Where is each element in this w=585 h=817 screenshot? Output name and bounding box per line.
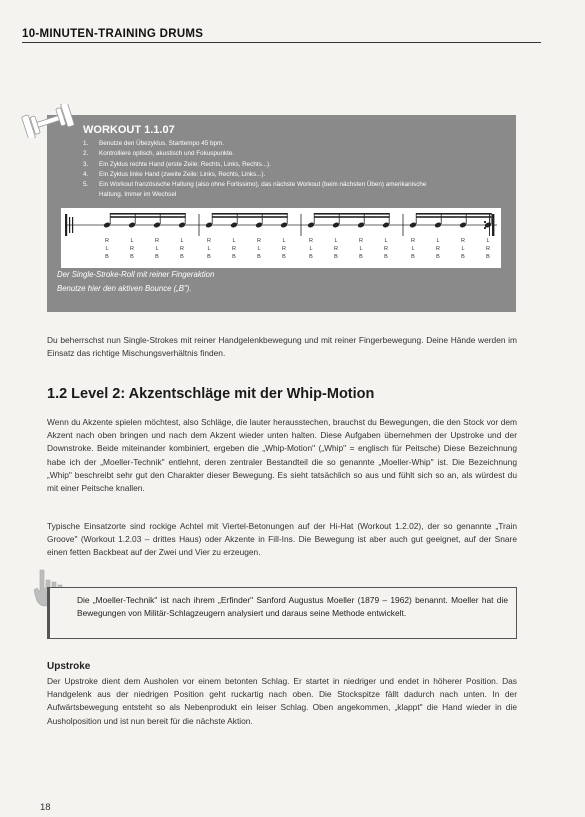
sticking-letter: B xyxy=(334,254,338,260)
sticking-letter: R xyxy=(486,246,490,252)
running-header: 10-MINUTEN-TRAINING DRUMS xyxy=(22,28,204,40)
workout-step xyxy=(83,139,508,149)
workout-step xyxy=(83,180,508,190)
sticking-letter: L xyxy=(130,238,134,244)
sticking-letter: B xyxy=(436,254,440,260)
beam xyxy=(314,213,390,215)
sticking-letter: R xyxy=(130,246,134,252)
beam xyxy=(314,216,390,218)
percussion-clef xyxy=(69,217,70,233)
note-head xyxy=(332,222,340,229)
sticking-letter: R xyxy=(232,246,236,252)
sticking-letter: B xyxy=(105,254,109,260)
sticking-letter: R xyxy=(461,238,465,244)
sticking-letter: B xyxy=(155,254,159,260)
sticking-letter: L xyxy=(207,246,211,252)
header-rule xyxy=(22,42,541,43)
note-head xyxy=(205,222,213,229)
intro-paragraph: Du beherrschst nun Single-Strokes mit reiner Handgelenkbewegung und mit reiner Fingerbewegung. Deine Hände werden im Einsatz das richtige Mischungsverhältnis finden. xyxy=(47,335,517,359)
sticking-letter: L xyxy=(155,246,159,252)
sticking-letter: B xyxy=(411,254,415,260)
page-number: 18 xyxy=(40,802,51,813)
step-number: 1. xyxy=(83,140,89,147)
workout-caption xyxy=(57,268,506,296)
sticking-letter: B xyxy=(461,254,465,260)
sticking-letter: B xyxy=(130,254,134,260)
section-paragraph-2: Typische Einsatzorte sind rockige Achtel mit Viertel-Betonungen auf der Hi-Hat (Workout 1.2.02), der so genannte „Train Groove" (Workout 1.2.03 – drittes Haus) oder Akzente in Fill-Ins. Die Bewegung ist aber auch gut geeignet, auf der Snare einen fetten Backbeat auf der Zwei und Vier zu erzeugen. xyxy=(47,521,517,558)
note-head xyxy=(409,222,417,229)
note-head xyxy=(459,222,467,229)
beam xyxy=(110,213,186,215)
step-number: 2. xyxy=(83,150,89,158)
info-note-box xyxy=(47,587,517,639)
sticking-letter: R xyxy=(282,246,286,252)
section-paragraph-1: Wenn du Akzente spielen möchtest, also Schläge, die lauter herausstechen, brauchst du Bewegungen, die den Stock vor dem Akzent nach oben bringen und nach dem Akzent wieder unten halten. Diese Aufgaben übernehmen der Upstroke und der Downstroke. Beide miteinander kombiniert, ergeben die „Whip-Motion" („Whip" = englisch für Peitsche) Diese Bezeichnung habe ich der „Moeller-Technik" entlehnt, deren zentraler Bestandteil die so genannte „Moeller-Whip" ist. Die Bezeichnung „Whip" beschreibt sehr gut den Charakter dieser Bewegung. Es sieht tatsächlich so aus und fühlt sich so an, als würdest du mit einer Peitsche knallen. xyxy=(47,417,517,494)
step-text: Benutze den Übezyklus. Starttempo 45 bpm. xyxy=(99,140,224,147)
beam xyxy=(416,213,492,215)
sticking-letter: R xyxy=(180,246,184,252)
beam xyxy=(110,216,186,218)
sticking-letter: R xyxy=(257,238,261,244)
sticking-letter: L xyxy=(105,246,109,252)
note-head xyxy=(307,222,315,229)
step-number: 3. xyxy=(83,160,89,168)
workout-step xyxy=(83,170,508,180)
sticking-letter: B xyxy=(180,254,184,260)
sticking-letter: R xyxy=(411,238,415,244)
sticking-letter: L xyxy=(232,238,236,244)
workout-steps xyxy=(83,139,508,201)
step-number xyxy=(83,190,99,200)
sticking-letter: B xyxy=(384,254,388,260)
step-number: 5. xyxy=(83,181,89,189)
sticking-letter: R xyxy=(384,246,388,252)
sticking-letter: L xyxy=(461,246,465,252)
note-head xyxy=(434,222,442,229)
sticking-letter: L xyxy=(486,238,490,244)
note-head xyxy=(230,222,238,229)
upstroke-heading: Upstroke xyxy=(47,661,91,672)
start-bar xyxy=(65,214,67,236)
section-heading: 1.2 Level 2: Akzentschläge mit der Whip-Motion xyxy=(47,386,375,402)
sticking-letter: B xyxy=(486,254,490,260)
sticking-letter: R xyxy=(155,238,159,244)
notation-staff xyxy=(61,208,501,268)
upstroke-paragraph: Der Upstroke dient dem Ausholen vor einem betonten Schlag. Er startet in niedriger und endet in höherer Position. Das Handgelenk aus der niedrigen Position geht ruckartig nach oben. Die Stockspitze fällt dadurch nach unten. In der Aufwärtsbewegung entsteht so als Nebenprodukt ein leiser Schlag. Oben angekommen, „klappt" die Hand wieder in die Ausholposition und ist nun bereit für die nächste Aktion. xyxy=(47,676,517,726)
dumbbell-icon xyxy=(20,104,76,138)
note-head xyxy=(153,222,161,229)
sticking-letter: R xyxy=(334,246,338,252)
sticking-letter: L xyxy=(180,238,184,244)
note-head xyxy=(357,222,365,229)
step-number: 4. xyxy=(83,170,89,178)
sticking-letter: L xyxy=(359,246,363,252)
workout-title: WORKOUT 1.1.07 xyxy=(83,124,175,136)
sticking-letter: L xyxy=(334,238,338,244)
workout-box xyxy=(47,115,516,312)
note-head xyxy=(128,222,136,229)
note-head xyxy=(280,222,288,229)
beam xyxy=(212,213,288,215)
sticking-letter: R xyxy=(207,238,211,244)
sticking-letter: L xyxy=(411,246,415,252)
note-text: Die „Moeller-Technik" ist nach ihrem „Erfinder" Sanford Augustus Moeller (1879 – 1962) benannt. Moeller hat die Bewegungen von Militär-Schlagzeugern analysiert und daraus seine Methode entwickelt. xyxy=(77,595,508,619)
percussion-clef xyxy=(72,217,73,233)
sticking-letter: L xyxy=(257,246,261,252)
note-head xyxy=(178,222,186,229)
beam xyxy=(416,216,492,218)
sticking-letter: L xyxy=(309,246,313,252)
note-head xyxy=(382,222,390,229)
sticking-letter: B xyxy=(207,254,211,260)
workout-step xyxy=(83,160,508,170)
step-text: Haltung. Immer im Wechsel xyxy=(99,191,177,199)
sticking-letter: B xyxy=(232,254,236,260)
sticking-letter: R xyxy=(436,246,440,252)
step-text: Ein Zyklus rechte Hand (erste Zeile: Rechts, Links, Rechts...). xyxy=(99,160,271,168)
sticking-letter: B xyxy=(359,254,363,260)
repeat-dot xyxy=(484,227,486,229)
sticking-letter: R xyxy=(105,238,109,244)
end-bar xyxy=(492,214,494,236)
sticking-letter: L xyxy=(384,238,388,244)
caption-line-2: Benutze hier den aktiven Bounce („B"). xyxy=(57,284,192,293)
workout-step xyxy=(83,149,508,159)
sticking-letter: B xyxy=(309,254,313,260)
repeat-dot xyxy=(484,221,486,223)
note-head xyxy=(255,222,263,229)
beam xyxy=(212,216,288,218)
drum-notation xyxy=(61,208,501,268)
step-text: Kontrolliere optisch, akustisch und Fokuspunkte. xyxy=(99,150,235,158)
step-text: Ein Workout französische Haltung (also ohne Fortissimo), das nächste Workout (beim nächsten Üben) amerikanische xyxy=(99,181,427,189)
sticking-letter: B xyxy=(282,254,286,260)
step-text: Ein Zyklus linke Hand (zweite Zeile: Links, Rechts, Links...). xyxy=(99,170,266,178)
sticking-letter: B xyxy=(257,254,261,260)
sticking-letter: R xyxy=(309,238,313,244)
caption-line-1: Der Single-Stroke-Roll mit reiner Fingeraktion xyxy=(57,270,215,279)
sticking-letter: L xyxy=(436,238,440,244)
sticking-letter: L xyxy=(282,238,286,244)
workout-step xyxy=(83,190,508,200)
note-head xyxy=(103,222,111,229)
sticking-letter: R xyxy=(359,238,363,244)
